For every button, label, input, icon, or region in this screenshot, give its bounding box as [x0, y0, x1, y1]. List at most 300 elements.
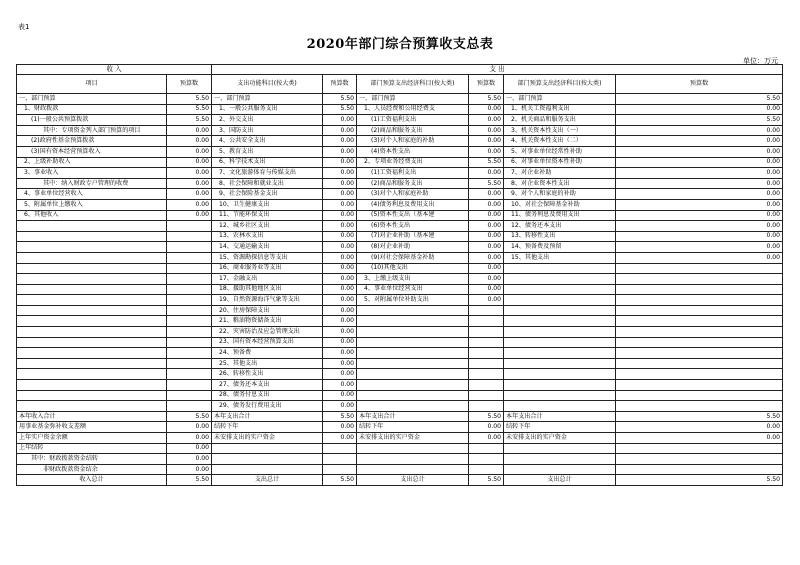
- gov-econ-amount: [616, 274, 783, 285]
- col-dept-econ-header: 部门预算支出经济科目(按大类): [357, 75, 469, 94]
- table-row: [17, 284, 783, 295]
- income-item: 4、事业单位经营收入: [17, 189, 167, 200]
- gov-econ-item: [504, 284, 616, 295]
- dept-econ-amount: 5.50: [469, 178, 504, 189]
- dept-econ-amount: [469, 358, 504, 369]
- income-item: 其中：专项资金列入部门预算的项目: [17, 125, 167, 136]
- table-row: [17, 475, 783, 486]
- gov-econ-amount: 0.00: [616, 125, 783, 136]
- income-amount: [167, 380, 212, 391]
- func-amount: 5.50: [323, 104, 357, 115]
- dept-econ-item: [357, 443, 469, 454]
- unit-label: 单位：万元: [743, 57, 778, 65]
- table-row: [17, 252, 783, 263]
- dept-econ-amount: 0.00: [469, 221, 504, 232]
- income-amount: [167, 316, 212, 327]
- table-row: [17, 221, 783, 232]
- gov-econ-amount: 0.00: [616, 242, 783, 253]
- dept-econ-amount: [469, 348, 504, 359]
- income-item: [17, 284, 167, 295]
- func-item: 10、卫生健康支出: [212, 199, 323, 210]
- func-item: 6、科学技术支出: [212, 157, 323, 168]
- income-amount: 5.50: [167, 115, 212, 126]
- income-header: 收 入: [17, 65, 212, 75]
- func-item: 14、交通运输支出: [212, 242, 323, 253]
- func-item: 26、转移性支出: [212, 369, 323, 380]
- col-budget-header: 预算数: [323, 75, 357, 94]
- income-amount: [167, 295, 212, 306]
- table-row: [17, 168, 783, 179]
- gov-econ-amount: 5.50: [616, 475, 783, 486]
- income-amount: [167, 327, 212, 338]
- gov-econ-amount: [616, 327, 783, 338]
- dept-econ-amount: 0.00: [469, 263, 504, 274]
- func-item: 27、债务还本支出: [212, 380, 323, 391]
- income-item: 2、上级补助收入: [17, 157, 167, 168]
- dept-econ-amount: [469, 443, 504, 454]
- dept-econ-amount: 0.00: [469, 274, 504, 285]
- income-amount: 0.00: [167, 433, 212, 444]
- table-row: [17, 337, 783, 348]
- gov-econ-amount: 5.50: [616, 94, 783, 105]
- income-item: 收入总计: [17, 475, 167, 486]
- gov-econ-item: [504, 358, 616, 369]
- gov-econ-item: 12、债务还本支出: [504, 221, 616, 232]
- func-item: 24、预备费: [212, 348, 323, 359]
- gov-econ-amount: 0.00: [616, 168, 783, 179]
- income-amount: 0.00: [167, 454, 212, 465]
- dept-econ-amount: 0.00: [469, 104, 504, 115]
- income-item: [17, 242, 167, 253]
- func-item: 20、住房保障支出: [212, 305, 323, 316]
- func-amount: 0.00: [323, 316, 357, 327]
- gov-econ-item: 未安排支出的实户资金: [504, 433, 616, 444]
- table-row: [17, 178, 783, 189]
- func-amount: 0.00: [323, 284, 357, 295]
- func-item: 29、债务发行费用支出: [212, 401, 323, 412]
- func-amount: 0.00: [323, 348, 357, 359]
- dept-econ-amount: [469, 327, 504, 338]
- gov-econ-amount: [616, 263, 783, 274]
- dept-econ-item: [357, 464, 469, 475]
- income-amount: 0.00: [167, 464, 212, 475]
- table-row: [17, 94, 783, 105]
- gov-econ-amount: [616, 295, 783, 306]
- gov-econ-amount: 0.00: [616, 199, 783, 210]
- dept-econ-amount: 0.00: [469, 168, 504, 179]
- func-item: 17、金融支出: [212, 274, 323, 285]
- dept-econ-amount: 0.00: [469, 146, 504, 157]
- gov-econ-amount: 0.00: [616, 136, 783, 147]
- income-amount: [167, 305, 212, 316]
- table-row: [17, 316, 783, 327]
- gov-econ-amount: 0.00: [616, 104, 783, 115]
- income-item: (1)一般公共预算拨款: [17, 115, 167, 126]
- gov-econ-item: [504, 390, 616, 401]
- gov-econ-item: 15、其他支出: [504, 252, 616, 263]
- func-amount: 0.00: [323, 221, 357, 232]
- gov-econ-item: [504, 305, 616, 316]
- col-func-header: 支出功能科目(按大类): [212, 75, 323, 94]
- func-item: 28、债务付息支出: [212, 390, 323, 401]
- income-item: 本年收入合计: [17, 411, 167, 422]
- func-amount: 0.00: [323, 231, 357, 242]
- dept-econ-amount: 0.00: [469, 242, 504, 253]
- dept-econ-item: 5、对附属单位补助支出: [357, 295, 469, 306]
- table-row: [17, 146, 783, 157]
- table-row: [17, 369, 783, 380]
- col-budget-header: 预算数: [469, 75, 504, 94]
- dept-econ-amount: 0.00: [469, 115, 504, 126]
- income-amount: [167, 252, 212, 263]
- gov-econ-amount: [616, 337, 783, 348]
- income-item: [17, 263, 167, 274]
- gov-econ-item: 一、部门预算: [504, 94, 616, 105]
- func-amount: 0.00: [323, 178, 357, 189]
- func-item: 16、商业服务业等支出: [212, 263, 323, 274]
- gov-econ-amount: 5.50: [616, 115, 783, 126]
- budget-summary-table: [16, 64, 783, 486]
- dept-econ-amount: 5.50: [469, 157, 504, 168]
- func-item: 8、社会保障和就业支出: [212, 178, 323, 189]
- income-item: 6、其他收入: [17, 210, 167, 221]
- income-item: [17, 274, 167, 285]
- func-amount: 0.00: [323, 295, 357, 306]
- income-item: 上年结转: [17, 443, 167, 454]
- page-title: 2020年部门综合预算收支总表: [306, 37, 494, 52]
- gov-econ-amount: 0.00: [616, 178, 783, 189]
- dept-econ-item: 1、人员经费和公用经费支: [357, 104, 469, 115]
- dept-econ-amount: 0.00: [469, 189, 504, 200]
- income-amount: 5.50: [167, 94, 212, 105]
- func-item: 4、公共安全支出: [212, 136, 323, 147]
- income-item: [17, 380, 167, 391]
- func-amount: 0.00: [323, 168, 357, 179]
- gov-econ-amount: 0.00: [616, 422, 783, 433]
- dept-econ-amount: [469, 316, 504, 327]
- dept-econ-amount: 0.00: [469, 125, 504, 136]
- dept-econ-amount: [469, 337, 504, 348]
- func-item: 1、一般公共服务支出: [212, 104, 323, 115]
- gov-econ-item: [504, 348, 616, 359]
- func-item: 25、其他支出: [212, 358, 323, 369]
- dept-econ-item: [357, 305, 469, 316]
- gov-econ-item: [504, 369, 616, 380]
- dept-econ-amount: 0.00: [469, 252, 504, 263]
- gov-econ-item: 结转下年: [504, 422, 616, 433]
- dept-econ-item: 2、专项业务经费支出: [357, 157, 469, 168]
- dept-econ-item: 3、上缴上级支出: [357, 274, 469, 285]
- income-item: [17, 358, 167, 369]
- gov-econ-item: [504, 443, 616, 454]
- gov-econ-item: [504, 295, 616, 306]
- gov-econ-item: [504, 316, 616, 327]
- func-amount: 0.00: [323, 390, 357, 401]
- dept-econ-item: [357, 401, 469, 412]
- table-row: [17, 348, 783, 359]
- func-amount: 0.00: [323, 263, 357, 274]
- func-amount: 5.50: [323, 475, 357, 486]
- func-item: 13、农林水支出: [212, 231, 323, 242]
- income-item: (3)国有资本经营预算收入: [17, 146, 167, 157]
- dept-econ-item: [357, 390, 469, 401]
- table-row: [17, 390, 783, 401]
- func-item: 5、教育支出: [212, 146, 323, 157]
- dept-econ-item: 结转下年: [357, 422, 469, 433]
- income-amount: [167, 369, 212, 380]
- gov-econ-item: 支出总计: [504, 475, 616, 486]
- dept-econ-item: (1)工资福利支出: [357, 168, 469, 179]
- dept-econ-item: 本年支出合计: [357, 411, 469, 422]
- income-amount: [167, 263, 212, 274]
- dept-econ-item: (4)债务利息及费用支出: [357, 199, 469, 210]
- dept-econ-amount: [469, 305, 504, 316]
- func-amount: [323, 464, 357, 475]
- dept-econ-item: (8)对企业补助: [357, 242, 469, 253]
- income-amount: [167, 274, 212, 285]
- func-item: 12、城乡社区支出: [212, 221, 323, 232]
- func-item: 未安排支出的实户资金: [212, 433, 323, 444]
- gov-econ-amount: [616, 454, 783, 465]
- table-row: [17, 199, 783, 210]
- income-item: 5、附属单位上缴收入: [17, 199, 167, 210]
- income-item: 3、事业收入: [17, 168, 167, 179]
- gov-econ-item: 本年支出合计: [504, 411, 616, 422]
- gov-econ-amount: [616, 358, 783, 369]
- header-row-1: [17, 65, 783, 75]
- table-row: [17, 210, 783, 221]
- func-amount: 5.50: [323, 411, 357, 422]
- dept-econ-item: (3)对个人和家庭的补助: [357, 136, 469, 147]
- func-amount: 0.00: [323, 210, 357, 221]
- dept-econ-item: 4、事业单位经营支出: [357, 284, 469, 295]
- income-item: 上年实户资金余额: [17, 433, 167, 444]
- gov-econ-amount: 0.00: [616, 231, 783, 242]
- gov-econ-item: 7、对企业补助: [504, 168, 616, 179]
- income-item: 其中：纳入财政专户管理的收费: [17, 178, 167, 189]
- income-item: [17, 305, 167, 316]
- gov-econ-item: 9、对个人和家庭的补助: [504, 189, 616, 200]
- income-item: [17, 369, 167, 380]
- table-row: [17, 422, 783, 433]
- gov-econ-amount: [616, 348, 783, 359]
- table-row: [17, 433, 783, 444]
- gov-econ-amount: 0.00: [616, 157, 783, 168]
- gov-econ-amount: [616, 443, 783, 454]
- table-row: [17, 295, 783, 306]
- gov-econ-item: 1、机关工资福利支出: [504, 104, 616, 115]
- gov-econ-item: 8、对企业资本性支出: [504, 178, 616, 189]
- income-item: [17, 401, 167, 412]
- dept-econ-item: (2)商品和服务支出: [357, 125, 469, 136]
- table-row: [17, 136, 783, 147]
- func-amount: 0.00: [323, 305, 357, 316]
- income-amount: 0.00: [167, 199, 212, 210]
- income-item: 其中：财政拨款资金结转: [17, 454, 167, 465]
- dept-econ-item: [357, 348, 469, 359]
- col-budget-header: 预算数: [167, 75, 212, 94]
- income-amount: [167, 337, 212, 348]
- dept-econ-item: [357, 337, 469, 348]
- income-item: 1、财政拨款: [17, 104, 167, 115]
- func-item: 一、部门预算: [212, 94, 323, 105]
- gov-econ-amount: [616, 390, 783, 401]
- table-row: [17, 454, 783, 465]
- table-number: 表1: [18, 23, 30, 31]
- income-amount: 5.50: [167, 104, 212, 115]
- table-row: [17, 231, 783, 242]
- income-amount: [167, 284, 212, 295]
- dept-econ-amount: 5.50: [469, 411, 504, 422]
- income-item: [17, 390, 167, 401]
- dept-econ-item: [357, 380, 469, 391]
- income-amount: 0.00: [167, 146, 212, 157]
- income-item: 一、部门预算: [17, 94, 167, 105]
- header-row-2: [17, 75, 783, 94]
- func-item: [212, 464, 323, 475]
- func-amount: [323, 443, 357, 454]
- func-item: 支出总计: [212, 475, 323, 486]
- dept-econ-item: (1)工资福利支出: [357, 115, 469, 126]
- dept-econ-amount: 0.00: [469, 433, 504, 444]
- gov-econ-amount: 0.00: [616, 210, 783, 221]
- func-amount: 0.00: [323, 252, 357, 263]
- gov-econ-item: 3、机关资本性支出（一）: [504, 125, 616, 136]
- dept-econ-item: 未安排支出的实户资金: [357, 433, 469, 444]
- gov-econ-amount: [616, 305, 783, 316]
- func-amount: 0.00: [323, 358, 357, 369]
- dept-econ-amount: [469, 390, 504, 401]
- func-amount: 0.00: [323, 125, 357, 136]
- dept-econ-amount: [469, 380, 504, 391]
- gov-econ-amount: [616, 316, 783, 327]
- dept-econ-amount: 5.50: [469, 94, 504, 105]
- gov-econ-item: 2、机关商品和服务支出: [504, 115, 616, 126]
- gov-econ-item: 6、对事业单位资本性补助: [504, 157, 616, 168]
- func-item: 9、社会保险基金支出: [212, 189, 323, 200]
- income-amount: 0.00: [167, 136, 212, 147]
- func-amount: 0.00: [323, 242, 357, 253]
- table-row: [17, 189, 783, 200]
- gov-econ-item: [504, 327, 616, 338]
- func-amount: 0.00: [323, 157, 357, 168]
- table-row: [17, 401, 783, 412]
- dept-econ-amount: 0.00: [469, 231, 504, 242]
- income-amount: 0.00: [167, 189, 212, 200]
- dept-econ-amount: [469, 401, 504, 412]
- income-item: 用事业基金弥补收支差额: [17, 422, 167, 433]
- income-amount: [167, 221, 212, 232]
- gov-econ-amount: 0.00: [616, 189, 783, 200]
- dept-econ-amount: 0.00: [469, 210, 504, 221]
- dept-econ-amount: 0.00: [469, 199, 504, 210]
- table-row: [17, 305, 783, 316]
- income-amount: 0.00: [167, 178, 212, 189]
- dept-econ-amount: 0.00: [469, 422, 504, 433]
- dept-econ-item: (7)对企业补助（基本建: [357, 231, 469, 242]
- income-item: [17, 221, 167, 232]
- gov-econ-item: [504, 401, 616, 412]
- gov-econ-amount: [616, 369, 783, 380]
- table-row: [17, 443, 783, 454]
- func-item: 3、国防支出: [212, 125, 323, 136]
- table-row: [17, 380, 783, 391]
- gov-econ-item: [504, 274, 616, 285]
- income-amount: 0.00: [167, 125, 212, 136]
- table-row: [17, 242, 783, 253]
- gov-econ-item: 4、机关资本性支出（二）: [504, 136, 616, 147]
- dept-econ-item: [357, 316, 469, 327]
- dept-econ-item: 支出总计: [357, 475, 469, 486]
- income-item: 非财政拨款资金结余: [17, 464, 167, 475]
- func-item: [212, 443, 323, 454]
- dept-econ-item: (6)资本性支出: [357, 221, 469, 232]
- col-item-header: 项目: [17, 75, 167, 94]
- func-item: 本年支出合计: [212, 411, 323, 422]
- income-item: [17, 252, 167, 263]
- dept-econ-amount: [469, 454, 504, 465]
- func-amount: 0.00: [323, 327, 357, 338]
- dept-econ-item: [357, 358, 469, 369]
- table-row: [17, 358, 783, 369]
- func-amount: 5.50: [323, 94, 357, 105]
- func-item: [212, 454, 323, 465]
- dept-econ-amount: 0.00: [469, 136, 504, 147]
- dept-econ-item: [357, 327, 469, 338]
- gov-econ-amount: [616, 380, 783, 391]
- func-amount: 0.00: [323, 401, 357, 412]
- func-amount: 0.00: [323, 380, 357, 391]
- func-item: 21、粮油物资储备支出: [212, 316, 323, 327]
- dept-econ-amount: [469, 464, 504, 475]
- income-item: [17, 295, 167, 306]
- income-item: [17, 337, 167, 348]
- dept-econ-item: [357, 454, 469, 465]
- income-item: (2)政府性基金预算拨款: [17, 136, 167, 147]
- income-amount: 5.50: [167, 411, 212, 422]
- func-item: 15、资源勘探信息等支出: [212, 252, 323, 263]
- col-budget-header: 预算数: [616, 75, 783, 94]
- func-item: 22、灾害防治及应急管理支出: [212, 327, 323, 338]
- func-amount: [323, 454, 357, 465]
- table-row: [17, 104, 783, 115]
- func-amount: 0.00: [323, 146, 357, 157]
- gov-econ-item: [504, 380, 616, 391]
- gov-econ-item: 13、转移性支出: [504, 231, 616, 242]
- gov-econ-item: 10、对社会保障基金补助: [504, 199, 616, 210]
- income-amount: 0.00: [167, 210, 212, 221]
- income-amount: 0.00: [167, 422, 212, 433]
- func-amount: 0.00: [323, 433, 357, 444]
- table-row: [17, 464, 783, 475]
- table-row: [17, 115, 783, 126]
- income-amount: 0.00: [167, 168, 212, 179]
- gov-econ-amount: [616, 401, 783, 412]
- func-item: 结转下年: [212, 422, 323, 433]
- func-item: 11、节能环保支出: [212, 210, 323, 221]
- income-item: [17, 316, 167, 327]
- table-row: [17, 263, 783, 274]
- func-amount: 0.00: [323, 115, 357, 126]
- income-amount: 0.00: [167, 157, 212, 168]
- gov-econ-item: 14、预备费及预留: [504, 242, 616, 253]
- gov-econ-amount: 0.00: [616, 433, 783, 444]
- gov-econ-item: [504, 337, 616, 348]
- dept-econ-item: (9)对社会保障基金补助: [357, 252, 469, 263]
- dept-econ-item: (3)对个人和家庭补助: [357, 189, 469, 200]
- dept-econ-amount: 0.00: [469, 295, 504, 306]
- func-item: 7、文化旅游体育与传媒支出: [212, 168, 323, 179]
